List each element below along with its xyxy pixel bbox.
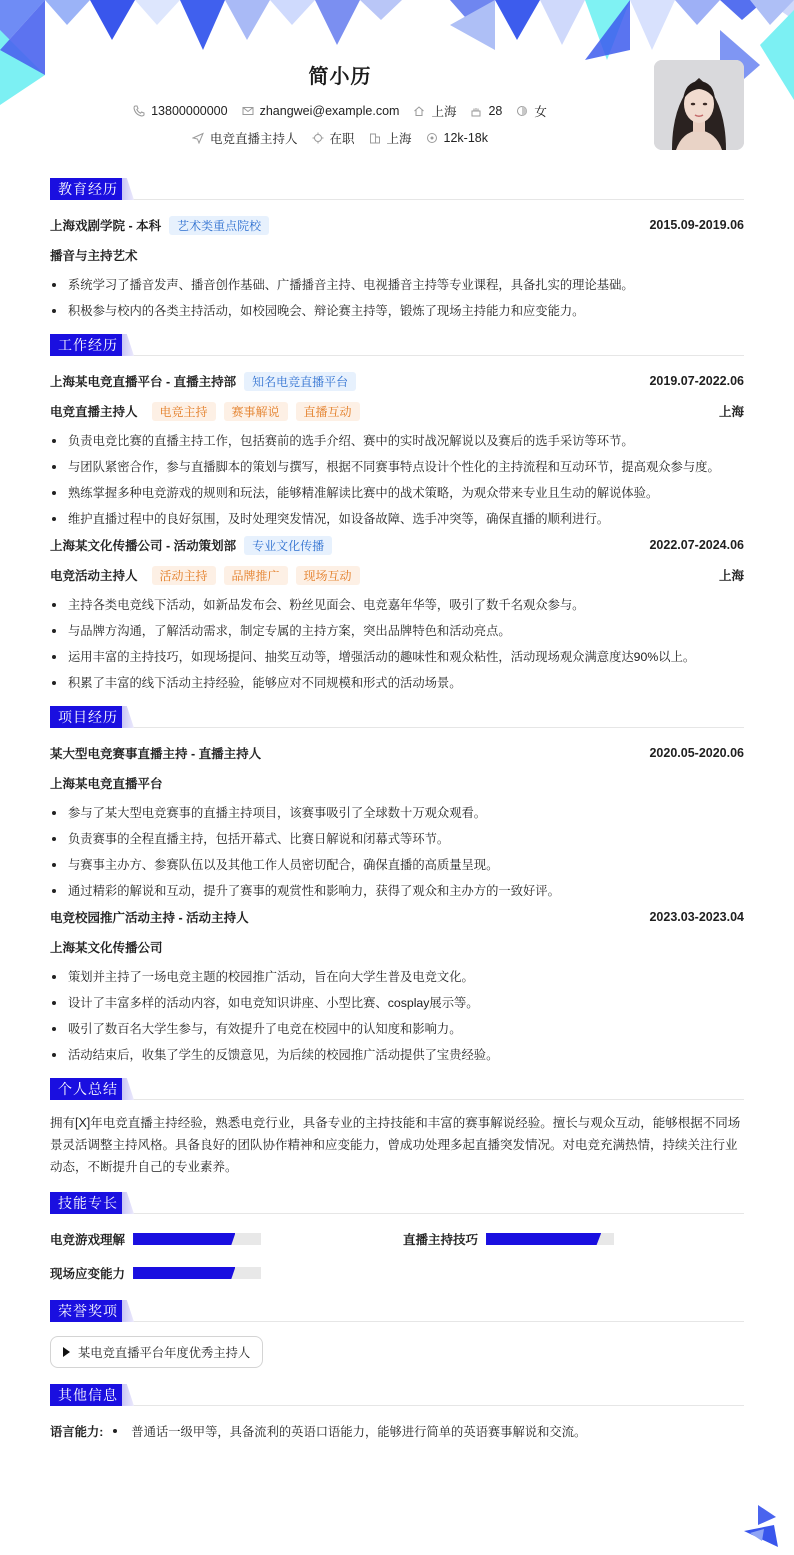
section-title: 个人总结 (50, 1078, 126, 1100)
job-bullets (50, 432, 744, 528)
role-row (50, 566, 744, 584)
list-item: 活动结束后，收集了学生的反馈意见，为后续的校园推广活动提供了宝贵经验。 (50, 1046, 744, 1064)
target-city-text: 上海 (386, 132, 412, 146)
send-icon (192, 132, 204, 144)
gender-text: 女 (534, 105, 547, 119)
award-text: 某电竞直播平台年度优秀主持人 (78, 1346, 251, 1360)
work-section (50, 334, 744, 692)
project-bullets (50, 804, 744, 900)
project-name: 电竞校园推广活动主持 - 活动主持人 (50, 911, 249, 925)
cake-icon (470, 105, 482, 117)
age-text: 28 (488, 104, 503, 118)
mail-icon (242, 105, 254, 117)
list-item: 主持各类电竞线下活动，如新品发布会、粉丝见面会、电竞嘉年华等，吸引了数千名观众参与。 (50, 596, 744, 614)
list-item: 积极参与校内的各类主持活动，如校园晚会、辩论赛主持等，锻炼了现场主持能力和应变能力。 (50, 302, 744, 320)
school-tag: 艺术类重点院校 (169, 216, 269, 235)
skill-name: 电竞游戏理解 (50, 1233, 126, 1247)
building-icon (369, 132, 381, 144)
list-item: 设计了丰富多样的活动内容，如电竞知识讲座、小型比赛、cosplay展示等。 (50, 994, 744, 1012)
list-item: 系统学习了播音发声、播音创作基础、广播播音主持、电视播音主持等专业课程，具备扎实的理论基础。 (50, 276, 744, 294)
education-row (50, 216, 744, 234)
list-item: 维护直播过程中的良好氛围，及时处理突发情况，如设备故障、选手冲突等，确保直播的顺利进行。 (50, 510, 744, 528)
company-tag: 专业文化传播 (244, 536, 332, 555)
skill-item (50, 1264, 261, 1282)
section-header (50, 1300, 744, 1322)
phone-icon (133, 105, 145, 117)
gender-icon (516, 105, 528, 117)
city-text: 上海 (431, 105, 457, 119)
project-row (50, 908, 744, 926)
skill-item (50, 1230, 261, 1248)
skill-bar-fill (133, 1233, 235, 1245)
section-title: 项目经历 (50, 706, 126, 728)
section-header (50, 1384, 744, 1406)
skill-item (403, 1230, 614, 1248)
role-name: 电竞直播主持人 (50, 405, 138, 419)
projects-section (50, 706, 744, 1064)
skill-tag: 现场互动 (296, 566, 360, 585)
city-item (413, 102, 456, 120)
education-date: 2015.09-2019.06 (649, 218, 744, 232)
phone-text: 13800000000 (151, 104, 228, 118)
list-item: 与品牌方沟通，了解活动需求，制定专属的主持方案，突出品牌特色和活动亮点。 (50, 622, 744, 640)
candidate-name: 简小历 (308, 66, 372, 88)
gender-item (516, 102, 547, 120)
job-date: 2019.07-2022.06 (649, 374, 744, 388)
school-name: 上海戏剧学院 - 本科 (50, 219, 162, 233)
education-bullets (50, 276, 744, 320)
footer-decoration (744, 1503, 780, 1547)
section-title-tail (122, 1300, 134, 1322)
section-title-tail (122, 706, 134, 728)
status-icon (312, 132, 324, 144)
language-label: 语言能力: (50, 1425, 104, 1439)
project-date: 2023.03-2023.04 (649, 910, 744, 924)
job-location: 上海 (718, 569, 744, 583)
salary-text: 12k-18k (443, 131, 489, 145)
section-title: 其他信息 (50, 1384, 126, 1406)
project-org-row (50, 938, 744, 956)
age-item (470, 104, 502, 118)
resume-body (50, 178, 744, 1440)
bullet-dot (113, 1429, 117, 1433)
list-item: 负责赛事的全程直播主持，包括开幕式、比赛日解说和闭幕式等环节。 (50, 830, 744, 848)
list-item: 积累了丰富的线下活动主持经验，能够应对不同规模和形式的活动场景。 (50, 674, 744, 692)
list-item: 吸引了数百名大学生参与，有效提升了电竞在校园中的认知度和影响力。 (50, 1020, 744, 1038)
job-title-text: 电竞直播主持人 (209, 132, 298, 146)
job-intent-row (0, 129, 680, 147)
skill-name: 现场应变能力 (50, 1267, 126, 1281)
avatar (654, 60, 744, 150)
education-section (50, 178, 744, 320)
skill-tag: 活动主持 (152, 566, 216, 585)
project-org: 上海某电竞直播平台 (50, 777, 163, 791)
project-org: 上海某文化传播公司 (50, 941, 163, 955)
section-title-tail (122, 1078, 134, 1100)
section-title: 荣誉奖项 (50, 1300, 126, 1322)
summary-section (50, 1078, 744, 1178)
honors-section (50, 1300, 744, 1384)
status-text: 在职 (329, 132, 355, 146)
section-title-tail (122, 334, 134, 356)
other-section (50, 1384, 744, 1440)
list-item: 与赛事主办方、参赛队伍以及其他工作人员密切配合，确保直播的高质量呈现。 (50, 856, 744, 874)
section-title: 教育经历 (50, 178, 126, 200)
contact-row (0, 102, 680, 120)
list-item: 策划并主持了一场电竞主题的校园推广活动，旨在向大学生普及电竞文化。 (50, 968, 744, 986)
skill-name: 直播主持技巧 (403, 1233, 479, 1247)
award-item (50, 1336, 263, 1368)
section-title: 技能专长 (50, 1192, 126, 1214)
salary-item (426, 131, 488, 145)
list-item: 参与了某大型电竞赛事的直播主持项目，该赛事吸引了全球数十万观众观看。 (50, 804, 744, 822)
language-row (50, 1422, 744, 1440)
summary-text: 拥有[X]年电竞直播主持经验，熟悉电竞行业，具备专业的主持技能和丰富的赛事解说经验。擅长与观众互动，能够根据不同场景灵活调整主持风格。具备良好的团队协作精神和应变能力，曾成功处理多起直播突发情况。对电竞充满热情，持续关注行业动态，不断提升自己的专业素养。 (50, 1116, 741, 1174)
list-item: 负责电竞比赛的直播主持工作，包括赛前的选手介绍、赛中的实时战况解说以及赛后的选手采访等环节。 (50, 432, 744, 450)
language-text: 普通话一级甲等，具备流利的英语口语能力，能够进行简单的英语赛事解说和交流。 (131, 1425, 587, 1439)
project-date: 2020.05-2020.06 (649, 746, 744, 760)
role-row (50, 402, 744, 420)
job-bullets (50, 596, 744, 692)
project-org-row (50, 774, 744, 792)
company-name: 上海某电竞直播平台 - 直播主持部 (50, 375, 237, 389)
email-item (242, 104, 400, 118)
role-name: 电竞活动主持人 (50, 569, 138, 583)
job-title-item (192, 129, 298, 147)
skill-tag: 赛事解说 (224, 402, 288, 421)
list-item: 通过精彩的解说和互动，提升了赛事的观赏性和影响力，获得了观众和主办方的一致好评。 (50, 882, 744, 900)
major-name: 播音与主持艺术 (50, 249, 138, 263)
list-item: 熟练掌握多种电竞游戏的规则和玩法，能够精准解读比赛中的战术策略，为观众带来专业且生动的解说体验。 (50, 484, 744, 502)
skill-bar-fill (133, 1267, 235, 1279)
project-row (50, 744, 744, 762)
skills-section (50, 1192, 744, 1292)
phone-item (133, 104, 227, 118)
skill-tag: 直播互动 (296, 402, 360, 421)
company-name: 上海某文化传播公司 - 活动策划部 (50, 539, 237, 553)
status-item (312, 129, 355, 147)
project-bullets (50, 968, 744, 1064)
section-title: 工作经历 (50, 334, 126, 356)
skill-bar (486, 1233, 614, 1245)
list-item: 运用丰富的主持技巧，如现场提问、抽奖互动等，增强活动的趣味性和观众粘性，活动现场观众满意度达90%以上。 (50, 648, 744, 666)
list-item: 与团队紧密合作，参与直播脚本的策划与撰写，根据不同赛事特点设计个性化的主持流程和互动环节，提高观众参与度。 (50, 458, 744, 476)
salary-icon (426, 132, 438, 144)
section-title-tail (122, 178, 134, 200)
section-header (50, 334, 744, 356)
skills-list (50, 1230, 744, 1292)
project-name: 某大型电竞赛事直播主持 - 直播主持人 (50, 747, 262, 761)
skill-tag: 电竞主持 (152, 402, 216, 421)
job-date: 2022.07-2024.06 (649, 538, 744, 552)
section-header (50, 178, 744, 200)
skill-bar-fill (486, 1233, 601, 1245)
skill-tag: 品牌推广 (224, 566, 288, 585)
company-tag: 知名电竞直播平台 (244, 372, 356, 391)
play-icon (63, 1347, 70, 1357)
skill-bar (133, 1267, 261, 1279)
portrait-photo (654, 60, 744, 150)
major-row (50, 246, 744, 264)
email-text: zhangwei@example.com (259, 104, 400, 118)
target-city-item (369, 129, 412, 147)
section-header (50, 1078, 744, 1100)
section-title-tail (122, 1384, 134, 1406)
section-title-tail (122, 1192, 134, 1214)
home-icon (413, 105, 425, 117)
skill-bar (133, 1233, 261, 1245)
section-header (50, 1192, 744, 1214)
job-location: 上海 (718, 405, 744, 419)
section-header (50, 706, 744, 728)
job-row (50, 536, 744, 554)
job-row (50, 372, 744, 390)
